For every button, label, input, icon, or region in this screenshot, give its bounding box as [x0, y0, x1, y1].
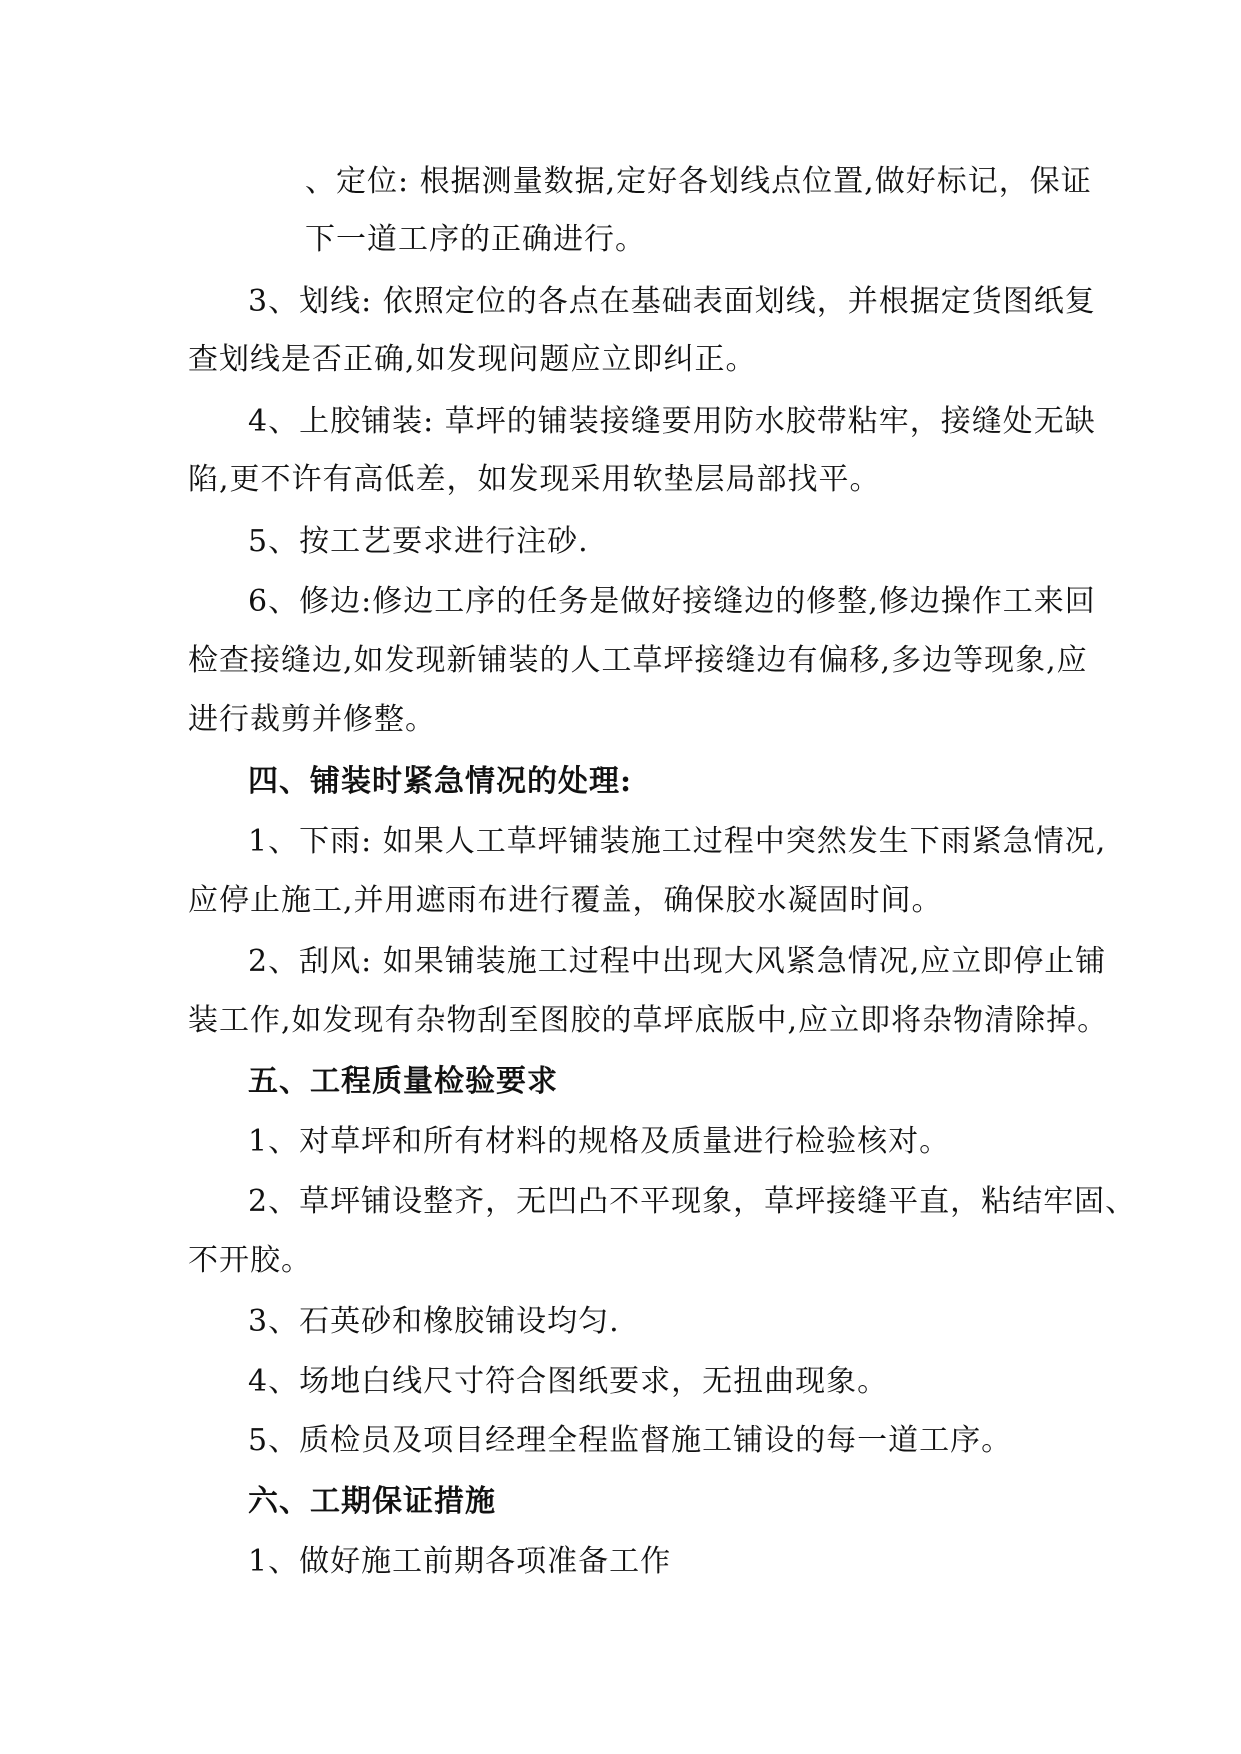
text-line: 1、对草坪和所有材料的规格及质量进行检验核对。 — [248, 1124, 951, 1159]
text-line: 不开胶。 — [188, 1243, 312, 1278]
text-line: 检查接缝边,如发现新铺装的人工草坪接缝边有偏移,多边等现象,应 — [188, 643, 1088, 678]
text-line: 4、场地白线尺寸符合图纸要求，无扭曲现象。 — [248, 1364, 889, 1399]
text-line: 应停止施工,并用遮雨布进行覆盖，确保胶水凝固时间。 — [188, 883, 943, 918]
section-heading: 四、铺装时紧急情况的处理: — [248, 764, 633, 799]
text-line: 6、修边:修边工序的任务是做好接缝边的修整,修边操作工来回 — [248, 584, 1096, 619]
text-line: 3、划线: 依照定位的各点在基础表面划线，并根据定货图纸复 — [248, 284, 1096, 319]
text-line: 、定位: 根据测量数据,定好各划线点位置,做好标记，保证 — [305, 164, 1092, 199]
text-line: 装工作,如发现有杂物刮至图胶的草坪底版中,应立即将杂物清除掉。 — [188, 1003, 1109, 1038]
text-line: 4、上胶铺装: 草坪的铺装接缝要用防水胶带粘牢，接缝处无缺 — [248, 404, 1096, 439]
section-heading: 五、工程质量检验要求 — [248, 1064, 558, 1099]
section-heading: 六、工期保证措施 — [248, 1484, 496, 1519]
text-line: 2、草坪铺设整齐，无凹凸不平现象，草坪接缝平直，粘结牢固、 — [248, 1184, 1137, 1219]
text-line: 查划线是否正确,如发现问题应立即纠正。 — [188, 342, 757, 377]
text-line: 3、石英砂和橡胶铺设均匀. — [248, 1304, 620, 1339]
text-line: 进行裁剪并修整。 — [188, 702, 436, 737]
text-line: 5、按工艺要求进行注砂. — [248, 524, 589, 559]
text-line: 1、做好施工前期各项准备工作 — [248, 1544, 672, 1579]
text-line: 1、下雨: 如果人工草坪铺装施工过程中突然发生下雨紧急情况, — [248, 824, 1107, 859]
text-line: 陷,更不许有高低差，如发现采用软垫层局部找平。 — [188, 462, 881, 497]
text-line: 2、刮风: 如果铺装施工过程中出现大风紧急情况,应立即停止铺 — [248, 944, 1107, 979]
text-line: 下一道工序的正确进行。 — [305, 222, 646, 257]
text-line: 5、质检员及项目经理全程监督施工铺设的每一道工序。 — [248, 1423, 1013, 1458]
